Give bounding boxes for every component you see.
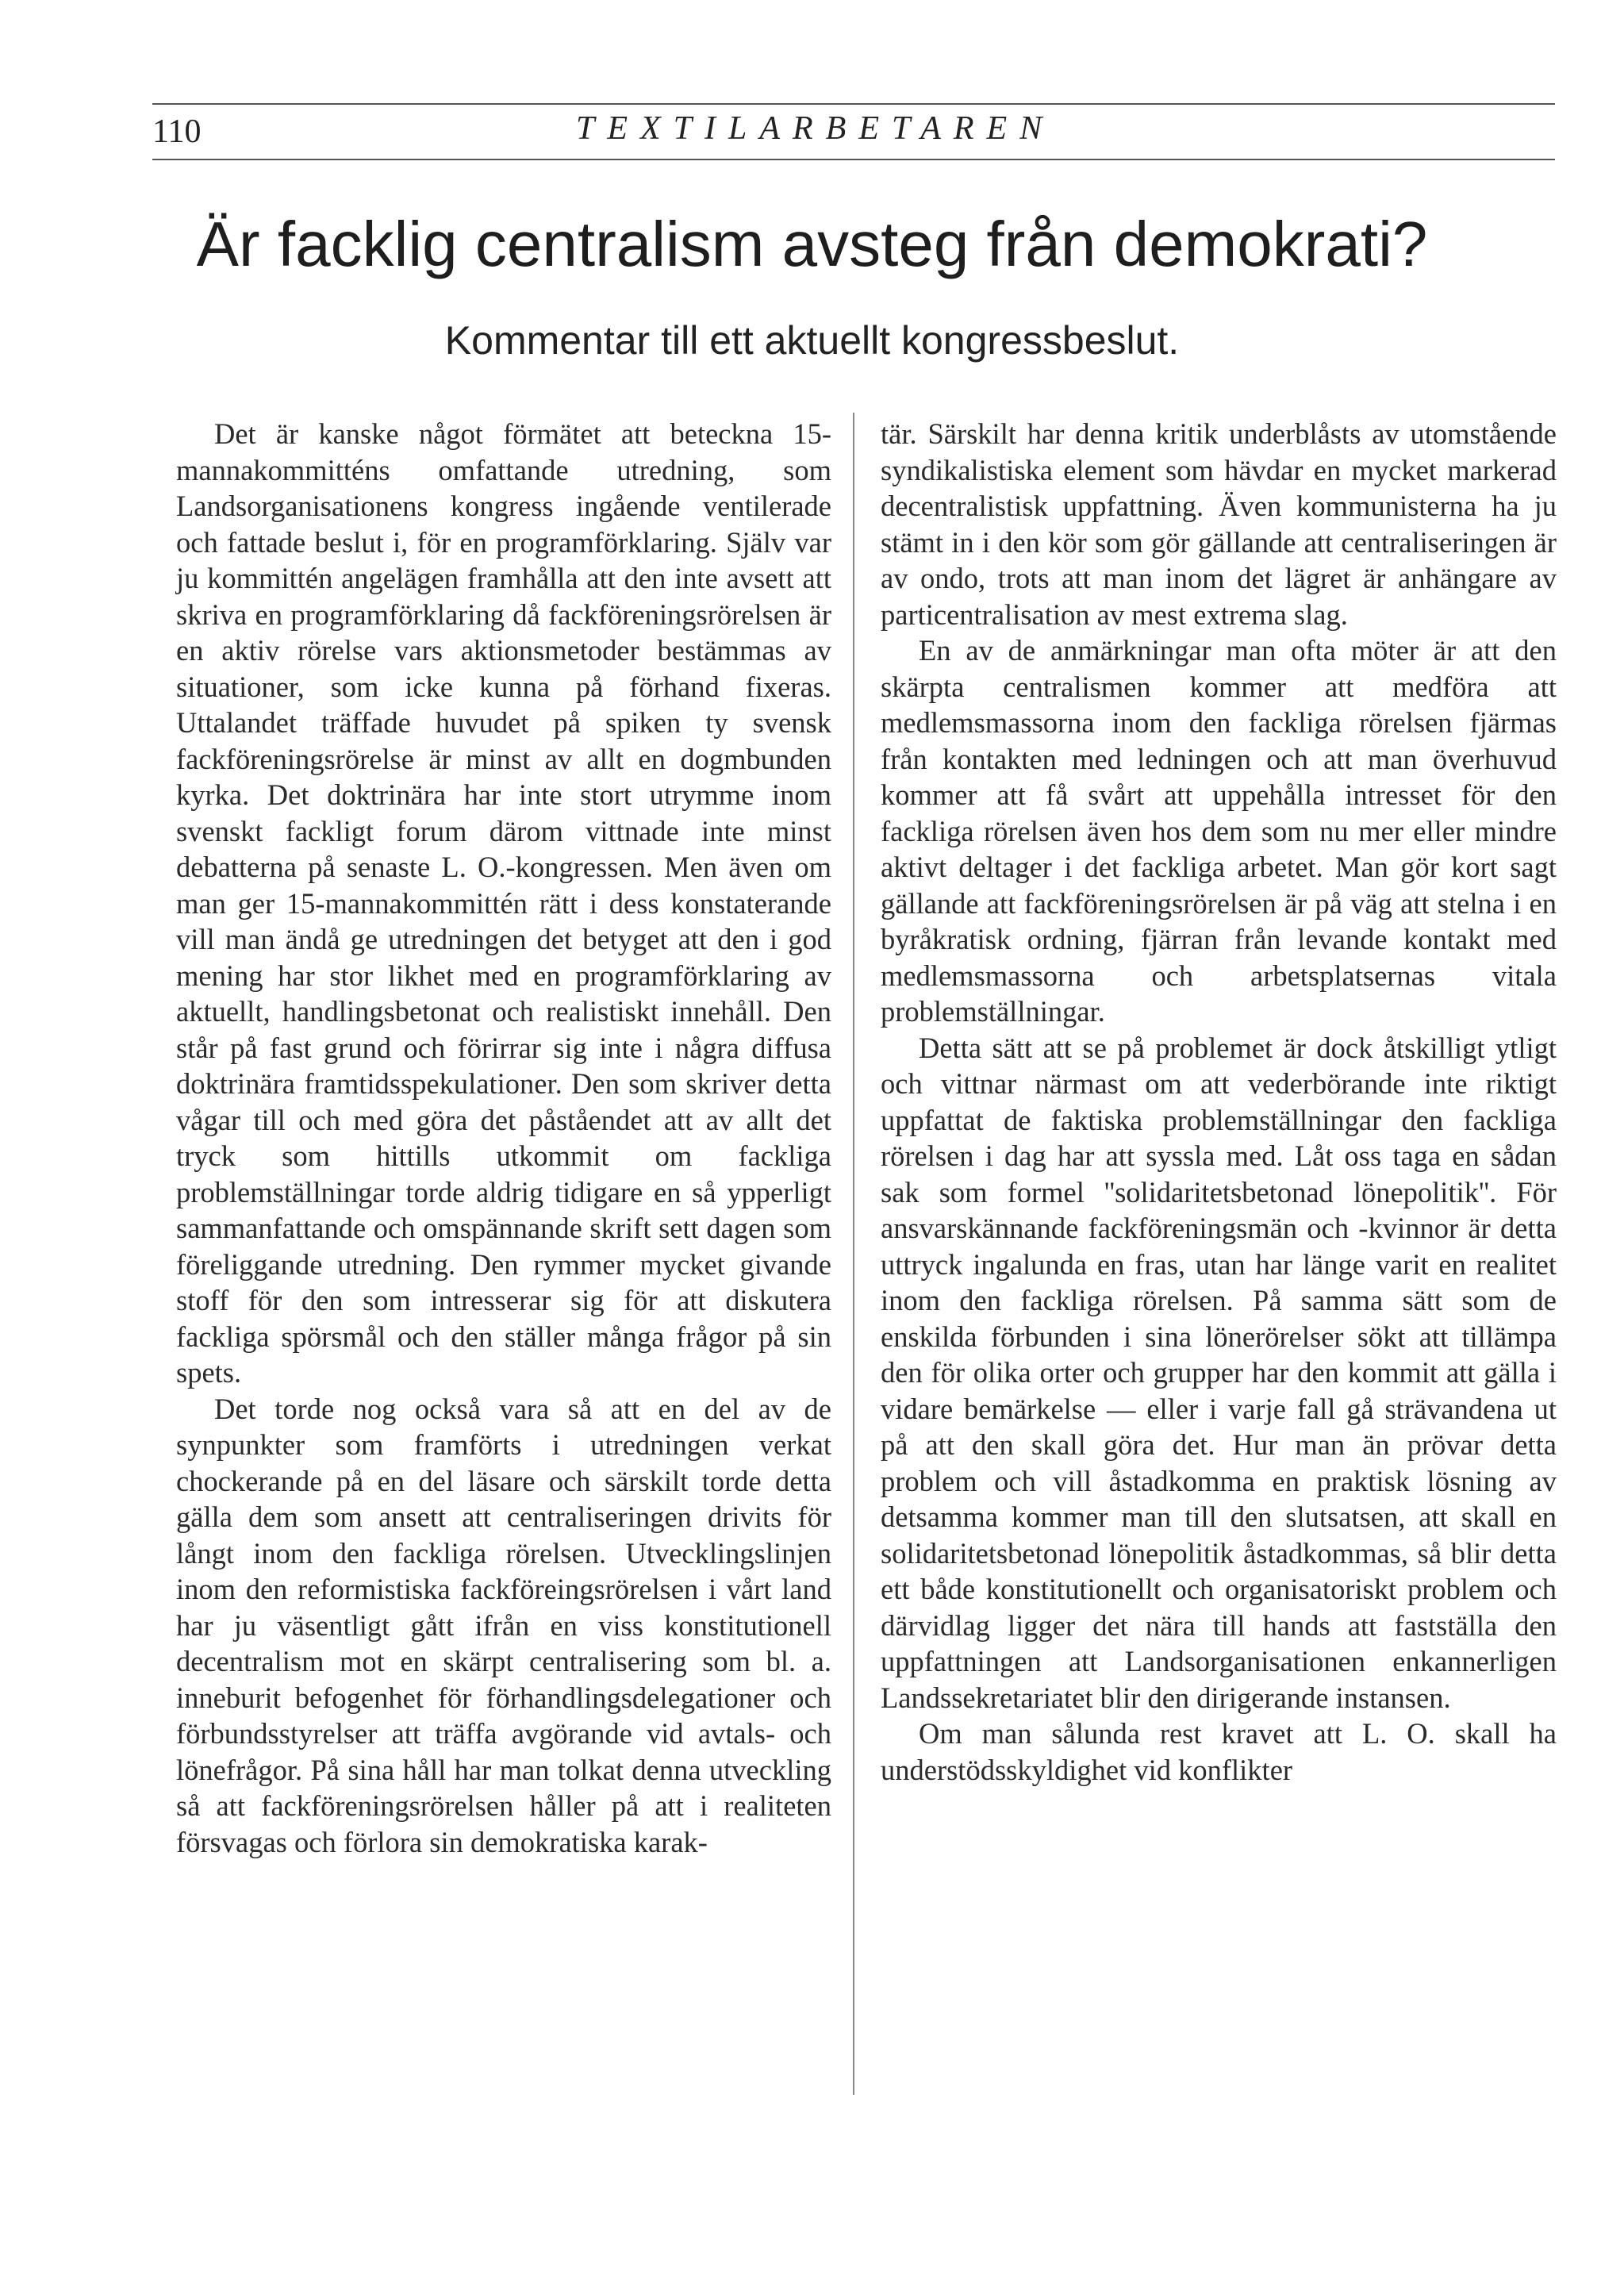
paragraph: En av de anmärkningar man ofta möter är att den skärpta centralismen kommer att medföra att medlemsmassorna inom den fackliga rörelsen fjärmas från kontakten med ledningen och att man överhuvud kommer att få svårt att uppehålla intresset för den fackliga rörelsen även hos dem som nu mer eller mindre aktivt deltager i det fackliga arbetet. Man gör kort sagt gällande att fackföreningsrörelsen är på väg att stelna i en byråkratisk ordning, fjärran från levande kontakt med medlemsmassorna och arbetsplatsernas vitala problemställningar. — [881, 634, 1557, 1028]
paragraph: Det är kanske något förmätet att beteckna 15-mannakommitténs omfattande utredning, som Landsorganisationens kongress ingående ventilerade och fattade beslut i, för en programförklaring. Själv var ju kommittén angelägen framhålla att den inte avsett att skriva en programförklaring då fackföreningsrörelsen är en aktiv rörelse vars aktionsmetoder bestämmas av situationer, som icke kunna på förhand fixeras. Uttalandet träffade huvudet på spiken ty svensk fackföreningsrörelse är minst av allt en dogmbunden kyrka. Det doktrinära har inte stort utrymme inom svenskt fackligt forum därom vittnade inte minst debatterna på senaste L. O.-kongressen. Men även om man ger 15-mannakommittén rätt i dess konstaterande vill man ändå ge utredningen det betyget att den i god mening har stor likhet med en programförklaring av aktuellt, handlingsbetonat och realistiskt innehåll. Den står på fast grund och förirrar sig inte i några diffusa doktrinära framtidsspekulationer. Den som skriver detta vågar till och med göra det påståendet att av allt det tryck som hittills utkommit om fackliga problemställningar torde aldrig tidigare en så ypperligt sammanfattande och omspännande skrift sett dagen som föreliggande utredning. Den rymmer mycket givande stoff för den som intresserar sig för att diskutera fackliga spörsmål och den ställer många frågor på sin spets. — [176, 417, 831, 1389]
paragraph: Detta sätt att se på problemet är dock åtskilligt ytligt och vittnar närmast om att vederbörande inte riktigt uppfattat de faktiska problemställningar den fackliga rörelsen i dag har att syssla med. Låt oss taga en sådan sak som formel ''solidaritetsbetonad lönepolitik''. För ansvarskännande fackföreningsmän och -kvinnor är detta uttryck ingalunda en fras, utan har länge varit en realitet inom den fackliga rörelsen. På samma sätt som de enskilda förbunden i sina lönerörelser sökt att tillämpa den för olika orter och grupper har den kommit att gälla i vidare bemärkelse — eller i varje fall gå strävandena ut på att den skall göra det. Hur man än prövar detta problem och vill åstadkomma en praktisk lösning av detsamma kommer man till den slutsatsen, att skall en solidaritetsbetonad lönepolitik åstadkommas, så blir detta ett både konstitutionellt och organisatoriskt problem och därvidlag ligger det nära till hands att fastställa den uppfattningen att Landsorganisationen enkannerligen Landssekretariatet blir den dirigerande instansen. — [881, 1031, 1557, 1714]
paragraph: Det torde nog också vara så att en del av de synpunkter som framförts i utredningen verkat chockerande på en del läsare och särskilt torde detta gälla dem som ansett att centraliseringen drivits för långt inom den fackliga rörelsen. Utvecklingslinjen inom den reformistiska fackföreingsrörelsen i vårt land har ju väsentligt gått ifrån en viss konstitutionell decentralism mot en skärpt centralisering som bl. a. inneburit befogenhet för förhandlingsdelegationer och förbundsstyrelser att träffa avgörande vid avtals- och lönefrågor. På sina håll har man tolkat denna utveckling så att fackföreningsrörelsen håller på att i realiteten försvagas och förlora sin demokratiska karak- — [176, 1392, 831, 1858]
right-column — [881, 416, 1557, 1788]
article-subtitle: Kommentar till ett aktuellt kongressbeslut. — [444, 318, 1180, 363]
column-divider — [853, 413, 854, 2095]
header-rule-top — [152, 103, 1555, 105]
page-number: 110 — [152, 113, 202, 150]
running-title: TEXTILARBETAREN — [576, 110, 1055, 147]
article-title: Är facklig centralism avsteg från demokrati? — [196, 209, 1428, 279]
left-column — [176, 416, 831, 1860]
paragraph: tär. Särskilt har denna kritik underblåsts av utomstående syndikalistiska element som hävdar en mycket markerad decentralistisk uppfattning. Även kommunisterna ha ju stämt in i den kör som gör gällande att centraliseringen är av ondo, trots att man inom det lägret är anhängare av particentralisation av mest extrema slag. — [881, 417, 1557, 631]
paragraph: Om man sålunda rest kravet att L. O. skall ha understödsskyldighet vid konflikter — [881, 1717, 1557, 1786]
header-rule-bottom — [152, 159, 1555, 160]
